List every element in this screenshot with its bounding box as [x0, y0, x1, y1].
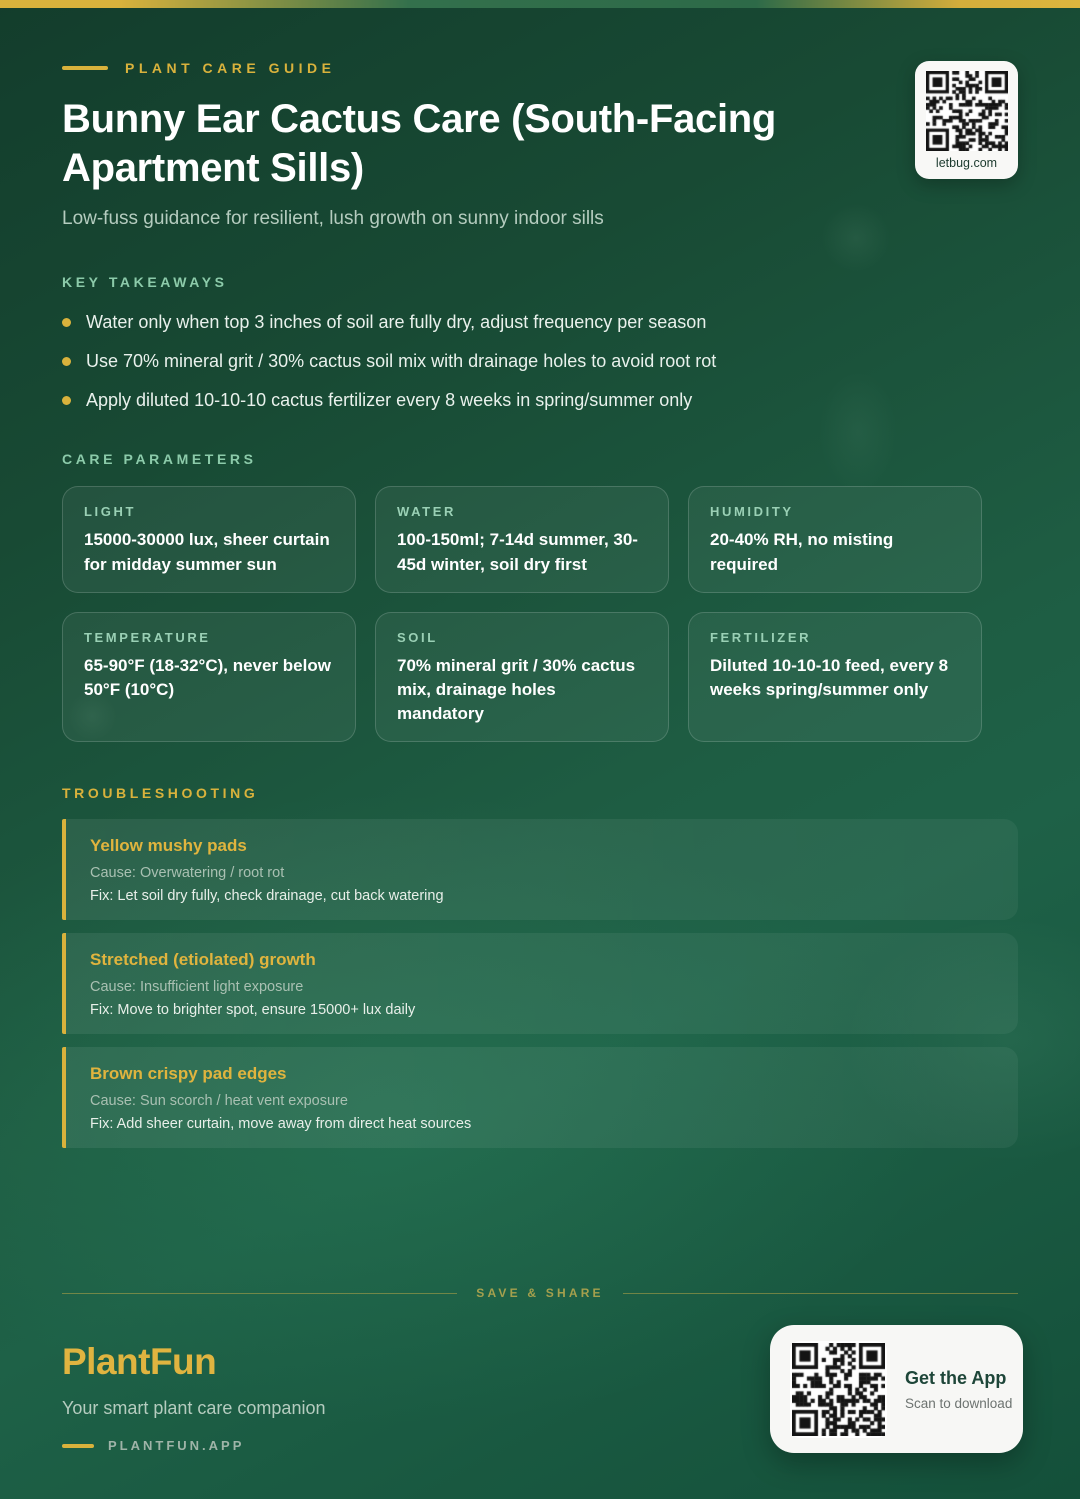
get-app-card	[770, 1325, 1023, 1453]
key-takeaways-list	[62, 313, 1018, 409]
eyebrow	[62, 60, 1018, 76]
param-label: FERTILIZER	[710, 629, 812, 645]
site-accent-line	[62, 1444, 94, 1448]
troubleshooting-list	[62, 819, 1018, 1148]
page-content	[0, 60, 1080, 1148]
param-value: 100-150ml; 7-14d summer, 30-45d winter, soil dry first	[397, 530, 638, 574]
trouble-fix: Fix: Move to brighter spot, ensure 15000+ lux daily	[90, 1002, 416, 1018]
qr-card-top	[915, 61, 1018, 179]
troubleshooting-heading: TROUBLESHOOTING	[62, 785, 259, 801]
qr-box	[790, 1341, 887, 1438]
takeaway-item	[62, 352, 1018, 370]
param-card-water	[375, 486, 669, 592]
takeaway-item	[62, 391, 1018, 409]
qr-card-label: letbug.com	[935, 156, 998, 170]
qr-code-app	[792, 1343, 885, 1436]
param-value: 70% mineral grit / 30% cactus mix, drainage holes mandatory	[397, 655, 636, 723]
key-takeaways-heading: KEY TAKEAWAYS	[62, 274, 228, 291]
save-share-label: SAVE & SHARE	[476, 1286, 604, 1300]
trouble-cause: Cause: Overwatering / root rot	[90, 865, 285, 881]
eyebrow-label: PLANT CARE GUIDE	[125, 60, 336, 76]
brand-tagline: Your smart plant care companion	[62, 1398, 326, 1418]
brand-logo-text: PlantFun	[62, 1341, 217, 1382]
care-parameters-heading: CARE PARAMETERS	[62, 451, 257, 468]
param-card-fertilizer	[688, 612, 982, 742]
param-label: TEMPERATURE	[84, 629, 211, 645]
takeaway-item	[62, 313, 1018, 331]
trouble-cause: Cause: Insufficient light exposure	[90, 979, 304, 995]
get-the-app-title: Get the App	[905, 1367, 1007, 1388]
trouble-fix: Fix: Add sheer curtain, move away from direct heat sources	[90, 1116, 472, 1132]
param-value: 65-90°F (18-32°C), never below 50°F (10°C)	[84, 655, 331, 699]
site-url-label: PLANTFUN.APP	[108, 1438, 245, 1453]
bullet-dot-icon	[62, 396, 71, 405]
care-parameters-grid	[62, 486, 982, 742]
top-accent-bar	[0, 0, 1080, 8]
qr-code-letbug	[926, 71, 1008, 151]
trouble-item-crispy-edges	[62, 1047, 1018, 1148]
trouble-cause: Cause: Sun scorch / heat vent exposure	[90, 1093, 348, 1109]
param-label: HUMIDITY	[710, 504, 794, 520]
eyebrow-accent-line	[62, 66, 108, 70]
takeaway-text: Water only when top 3 inches of soil are fully dry, adjust frequency per season	[86, 312, 707, 333]
takeaway-text: Use 70% mineral grit / 30% cactus soil mix with drainage holes to avoid root rot	[86, 351, 717, 372]
trouble-item-etiolated-growth	[62, 933, 1018, 1034]
trouble-title: Stretched (etiolated) growth	[90, 950, 316, 969]
scan-to-download-label: Scan to download	[905, 1395, 1013, 1411]
param-card-soil	[375, 612, 669, 742]
param-label: WATER	[397, 504, 456, 520]
param-card-humidity	[688, 486, 982, 592]
param-label: LIGHT	[84, 504, 136, 520]
bullet-dot-icon	[62, 357, 71, 366]
param-value: 20-40% RH, no misting required	[710, 530, 894, 574]
page-subtitle: Low-fuss guidance for resilient, lush growth on sunny indoor sills	[62, 208, 604, 230]
app-card-text	[905, 1368, 1012, 1411]
save-share-divider	[62, 1286, 1018, 1300]
param-value: 15000-30000 lux, sheer curtain for midday summer sun	[84, 530, 330, 574]
trouble-fix: Fix: Let soil dry fully, check drainage, cut back watering	[90, 888, 444, 904]
param-card-temperature	[62, 612, 356, 742]
param-label: SOIL	[397, 629, 438, 645]
bullet-dot-icon	[62, 318, 71, 327]
takeaway-text: Apply diluted 10-10-10 cactus fertilizer every 8 weeks in spring/summer only	[86, 390, 693, 411]
trouble-title: Yellow mushy pads	[90, 836, 247, 855]
param-value: Diluted 10-10-10 feed, every 8 weeks spring/summer only	[710, 655, 949, 699]
trouble-title: Brown crispy pad edges	[90, 1064, 287, 1083]
param-card-light	[62, 486, 356, 592]
page-title: Bunny Ear Cactus Care (South-Facing Apartment Sills)	[62, 97, 777, 191]
trouble-item-yellow-pads	[62, 819, 1018, 920]
divider-line-right	[623, 1293, 1018, 1294]
divider-line-left	[62, 1293, 457, 1294]
